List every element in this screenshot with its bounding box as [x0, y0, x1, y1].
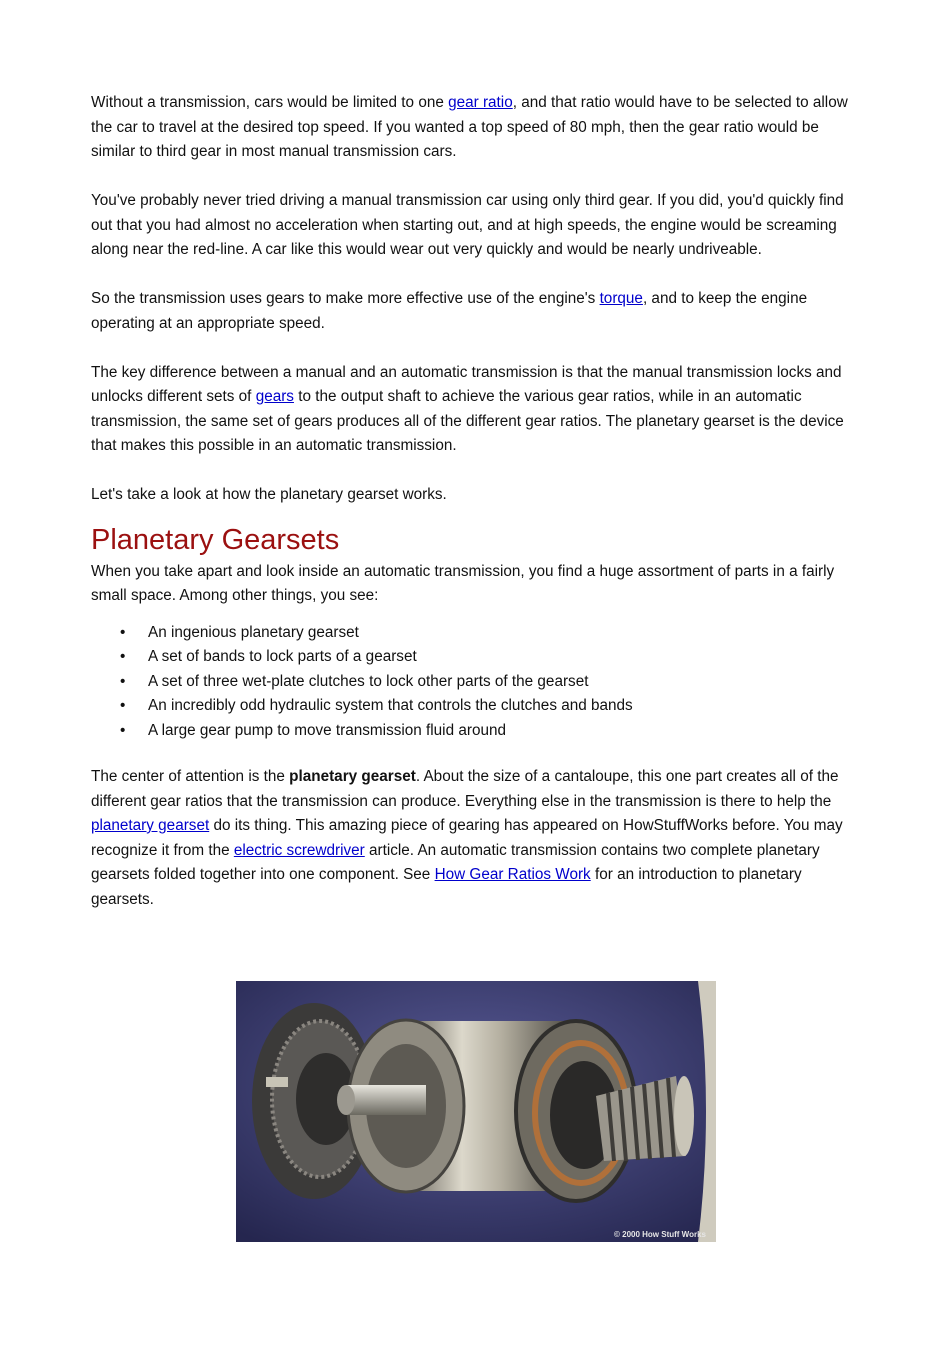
text: The center of attention is the: [91, 768, 290, 785]
paragraph-third-gear: You've probably never tried driving a manual transmission car using only third gear. If you did, you'd quickly find out that you had almost no acceleration when starting out, and at high speeds, the engine would be screaming along near the red-line. A car like this would wear out very quickly and would be nearly undriveable.: [91, 192, 844, 258]
paragraph-key-difference: [91, 361, 866, 459]
bullet-icon: •: [120, 697, 126, 714]
input-shaft: [346, 1085, 426, 1115]
list-item: [120, 670, 866, 695]
planetary-gearset-image: [236, 981, 716, 1242]
text: , and that ratio would have to be selected to allow the car to travel at the desired top speed. If you wanted a top speed of 80 mph, then the gear ratio would be similar to third gear in most manual transmission cars.: [91, 94, 848, 160]
list-item: [120, 719, 866, 744]
paragraph-center-of-attention: [91, 765, 866, 912]
text: for an introduction to planetary gearsets.: [91, 866, 802, 908]
bullet-icon: •: [120, 648, 126, 665]
planetary-gearset-link[interactable]: planetary gearset: [91, 817, 210, 834]
article-body: [91, 91, 866, 912]
text: . About the size of a cantaloupe, this one part creates all of the different gear ratios that the transmission can produce. Everything else in the transmission is there to help the: [91, 768, 839, 810]
text: article. An automatic transmission contains two complete planetary gearsets folded together into one component. See: [91, 841, 820, 883]
paragraph-lead-in: Let's take a look at how the planetary gearset works.: [91, 486, 447, 503]
electric-screwdriver-link[interactable]: electric screwdriver: [233, 841, 365, 859]
photo-caption: © 2000 How Stuff Works: [614, 1230, 706, 1239]
list-item-text: A set of three wet-plate clutches to lock other parts of the gearset: [148, 672, 589, 690]
text: to the output shaft to achieve the various gear ratios, while in an automatic transmission, the same set of gears produces all of the different gear ratios. The planetary gearset is the device that makes this possible in an automatic transmission.: [91, 388, 844, 454]
bullet-icon: •: [120, 623, 126, 641]
list-item-text: An ingenious planetary gearset: [148, 623, 359, 641]
text: do its thing. This amazing piece of gearing has appeared on HowStuffWorks before. You may recognize it from the: [91, 817, 843, 859]
gears-link[interactable]: gears: [255, 388, 294, 405]
list-item: [120, 621, 866, 646]
transmission-photo: [236, 981, 716, 1242]
parts-list: [91, 621, 866, 744]
text: The key difference between a manual and an automatic transmission is that the manual transmission locks and unlocks different sets of: [91, 363, 842, 405]
text: Without a transmission, cars would be limited to one: [91, 94, 449, 111]
list-item-text: A large gear pump to move transmission fluid around: [148, 721, 506, 739]
paragraph-intro: [91, 91, 866, 165]
paragraph-section-intro: When you take apart and look inside an automatic transmission, you find a huge assortment of parts in a fairly small space. Among other things, you see:: [91, 562, 835, 604]
list-item: [120, 645, 866, 670]
section-heading: Planetary Gearsets: [91, 523, 340, 556]
bullet-icon: •: [120, 721, 126, 739]
list-item: [120, 694, 866, 719]
text: So the transmission uses gears to make more effective use of the engine's: [91, 290, 600, 307]
gear-ratio-link[interactable]: gear ratio: [448, 94, 513, 111]
torque-link[interactable]: torque: [599, 290, 643, 307]
list-item-text: A set of bands to lock parts of a gearset: [148, 648, 417, 665]
paragraph-torque: [91, 287, 866, 336]
text: , and to keep the engine operating at an appropriate speed.: [91, 290, 808, 332]
how-gear-ratios-work-link[interactable]: How Gear Ratios Work: [434, 866, 591, 883]
bold-term: planetary gearset: [289, 768, 416, 785]
list-item-text: An incredibly odd hydraulic system that controls the clutches and bands: [148, 697, 633, 714]
bullet-icon: •: [120, 672, 126, 690]
